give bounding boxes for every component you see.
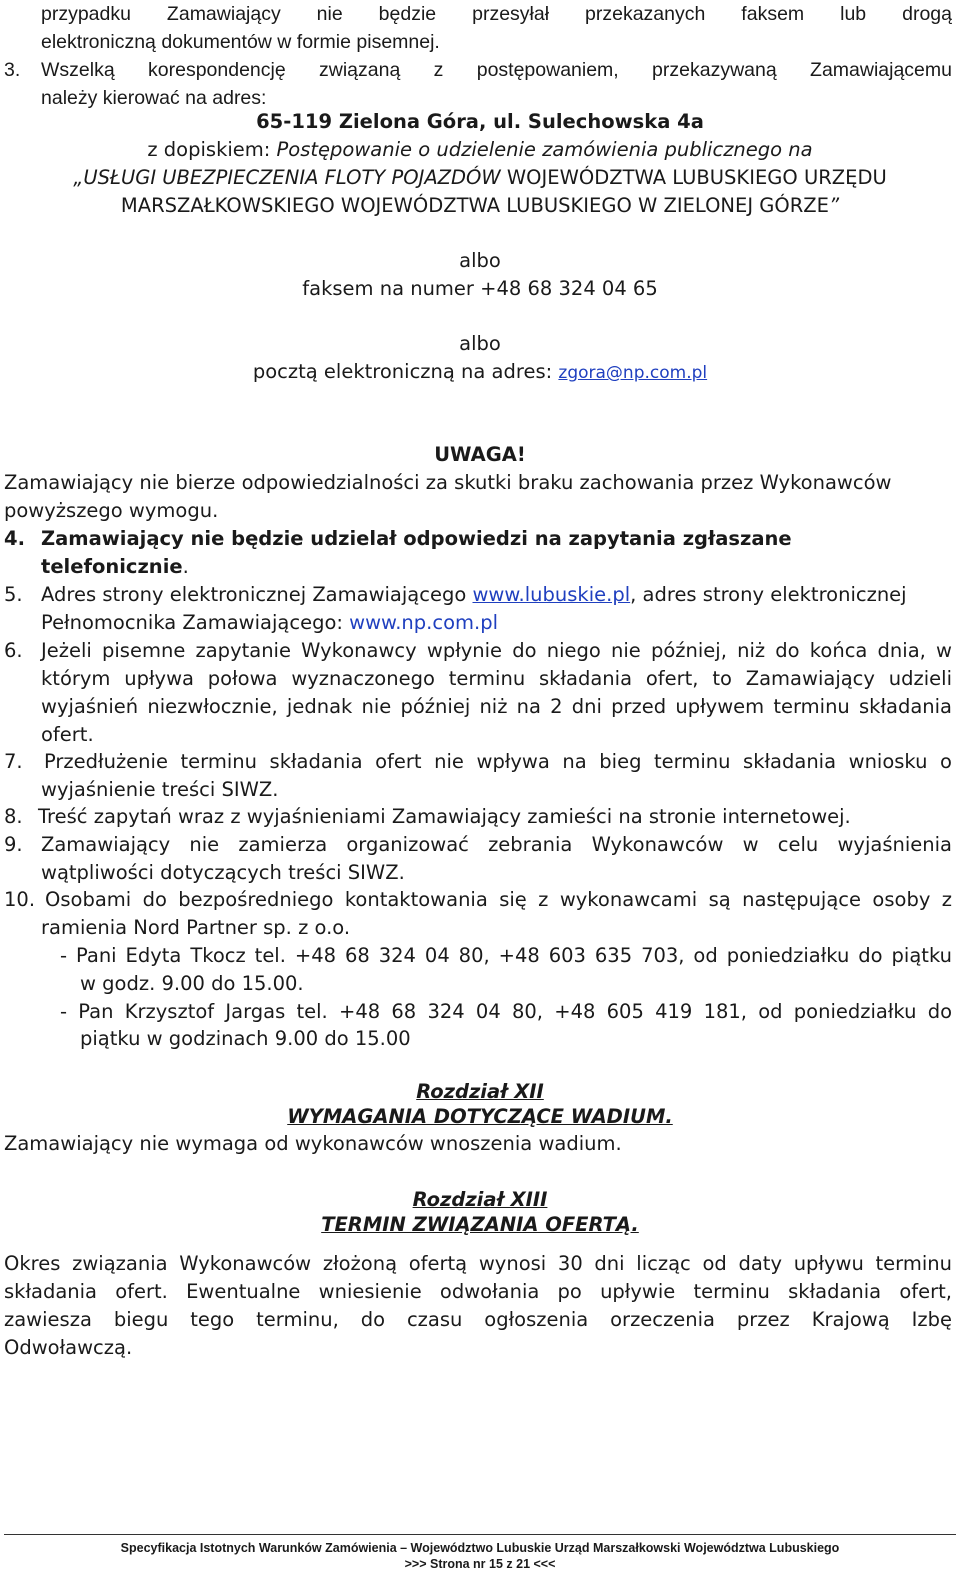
chapter-12-subheading xyxy=(0,1103,960,1131)
chapter-12-subheading-text: WYMAGANIA DOTYCZĄCE WADIUM. xyxy=(287,1105,673,1128)
paragraph-2-line-2: elektroniczną dokumentów w formie pisemnej. xyxy=(41,31,440,53)
item-5-suffix: , adres strony elektronicznej xyxy=(630,583,907,606)
note-line-2 xyxy=(0,164,960,192)
item-4-line-1: Zamawiający nie będzie udzielał odpowiedzi na zapytania zgłaszane xyxy=(41,527,792,550)
page-number: >>> Strona nr 15 z 21 <<< xyxy=(404,1557,556,1571)
item-9-line-1: Zamawiający nie zamierza organizować zebrania Wykonawców w celu wyjaśnienia xyxy=(41,833,952,856)
chapter-13-heading xyxy=(0,1186,960,1214)
contact-1-line-1: - Pani Edyta Tkocz tel. +48 68 324 04 80, +48 603 635 703, od poniedziałku do piątku xyxy=(60,944,952,967)
chapter-13-subheading-text: TERMIN ZWIĄZANIA OFERTĄ. xyxy=(321,1213,639,1236)
chapter-13-line-1: Okres związania Wykonawców złożoną ofertą wynosi 30 dni licząc od daty upływu terminu xyxy=(4,1252,952,1275)
item-5-prefix-2: Pełnomocnika Zamawiającego: xyxy=(41,611,350,634)
email-link[interactable]: zgora@np.com.pl xyxy=(558,363,708,383)
item-4-number: 4. xyxy=(4,527,25,550)
chapter-13-heading-text: Rozdział XIII xyxy=(412,1188,548,1211)
note-closing-quote: ” xyxy=(828,194,840,217)
item-9-number: 9. xyxy=(4,833,23,856)
item-5-line-2 xyxy=(41,609,498,637)
item-3-number: 3. xyxy=(4,59,21,81)
item-3-line-1: Wszelką korespondencję związaną z postępowaniem, przekazywaną Zamawiającemu xyxy=(41,59,952,81)
chapter-13-line-3: zawiesza biegu tego terminu, do czasu ogłoszenia orzeczenia przez Krajową Izbę xyxy=(4,1308,952,1331)
lubuskie-link[interactable]: www.lubuskie.pl xyxy=(472,583,631,606)
email-line xyxy=(0,358,960,387)
footer-divider xyxy=(4,1534,956,1535)
note-line-1 xyxy=(0,136,960,164)
item-9-line-2: wątpliwości dotyczących treści SIWZ. xyxy=(41,861,405,884)
chapter-13-subheading xyxy=(0,1211,960,1239)
note-prefix: z dopiskiem: xyxy=(147,138,277,161)
warning-line-1: Zamawiający nie bierze odpowiedzialności za skutki braku zachowania przez Wykonawców xyxy=(4,471,892,494)
or-label-1: albo xyxy=(459,249,501,272)
fax-number: faksem na numer +48 68 324 04 65 xyxy=(302,277,658,300)
chapter-12-heading xyxy=(0,1078,960,1106)
warning-title: UWAGA! xyxy=(434,443,526,466)
chapter-13-line-4: Odwoławczą. xyxy=(4,1336,133,1359)
item-6-line-4: ofert. xyxy=(41,723,94,746)
contact-2-line-2: piątku w godzinach 9.00 do 15.00 xyxy=(80,1027,411,1050)
item-10-line-1: Osobami do bezpośredniego kontaktowania się z wykonawcami są następujące osoby z xyxy=(45,888,952,911)
note-italic-2: „USŁUGI UBEZPIECZENIA FLOTY POJAZDÓW xyxy=(73,166,501,189)
footer-title: Specyfikacja Istotnych Warunków Zamówienia – Województwo Lubuskie Urząd Marszałkowski Województwa Lubuskiego xyxy=(120,1541,840,1555)
item-8-line-1: Treść zapytań wraz z wyjaśnieniami Zamawiający zamieści na stronie internetowej. xyxy=(38,805,851,828)
item-6-number: 6. xyxy=(4,639,23,662)
item-7-line-2: wyjaśnienie treści SIWZ. xyxy=(41,778,279,801)
contact-2-line-1: - Pan Krzysztof Jargas tel. +48 68 324 04 80, +48 605 419 181, od poniedziałku do xyxy=(60,1000,952,1023)
item-6-line-3: wyjaśnień niezwłocznie, jednak nie później niż na 2 dni przed upływem terminu składania xyxy=(41,695,952,718)
paragraph-2-line-1: przypadku Zamawiający nie będzie przesyłał przekazanych faksem lub drogą xyxy=(41,3,952,25)
item-3-line-2: należy kierować na adres: xyxy=(41,87,267,109)
email-prefix: pocztą elektroniczną na adres: xyxy=(252,360,559,383)
item-5-prefix: Adres strony elektronicznej Zamawiającego xyxy=(41,583,473,606)
item-4-line-2 xyxy=(41,553,189,581)
item-4-bold-end: telefonicznie xyxy=(41,555,183,578)
item-5-number: 5. xyxy=(4,583,23,606)
chapter-12-heading-text: Rozdział XII xyxy=(416,1080,544,1103)
item-7-number: 7. xyxy=(4,750,23,773)
note-line-3 xyxy=(0,192,960,220)
chapter-12-text: Zamawiający nie wymaga od wykonawców wnoszenia wadium. xyxy=(4,1132,622,1155)
item-4-period: . xyxy=(182,555,189,578)
item-6-line-2: którym upływa połowa wyznaczonego terminu składania ofert, to Zamawiający udzieli xyxy=(41,667,952,690)
warning-line-2: powyższego wymogu. xyxy=(4,499,219,522)
item-10-number: 10. xyxy=(4,888,36,911)
item-6-line-1: Jeżeli pisemne zapytanie Wykonawcy wpłynie do niego nie później, niż do końca dnia, w xyxy=(41,639,952,662)
note-rest-2: WOJEWÓDZTWA LUBUSKIEGO URZĘDU xyxy=(500,166,887,189)
item-7-line-1: Przedłużenie terminu składania ofert nie wpływa na bieg terminu składania wniosku o xyxy=(44,750,952,773)
address: 65-119 Zielona Góra, ul. Sulechowska 4a xyxy=(256,110,704,133)
note-text-3: MARSZAŁKOWSKIEGO WOJEWÓDZTWA LUBUSKIEGO W ZIELONEJ GÓRZE xyxy=(120,194,829,217)
contact-1-line-2: w godz. 9.00 do 15.00. xyxy=(80,972,304,995)
item-10-line-2: ramienia Nord Partner sp. z o.o. xyxy=(41,916,351,939)
item-8-number: 8. xyxy=(4,805,23,828)
or-label-2: albo xyxy=(459,332,501,355)
item-5-line-1 xyxy=(41,581,907,609)
np-link[interactable]: www.np.com.pl xyxy=(349,611,498,634)
chapter-13-line-2: składania ofert. Ewentualne wniesienie odwołania po upływie terminu składania ofert, xyxy=(4,1280,952,1303)
note-italic: Postępowanie o udzielenie zamówienia publicznego na xyxy=(276,138,813,161)
